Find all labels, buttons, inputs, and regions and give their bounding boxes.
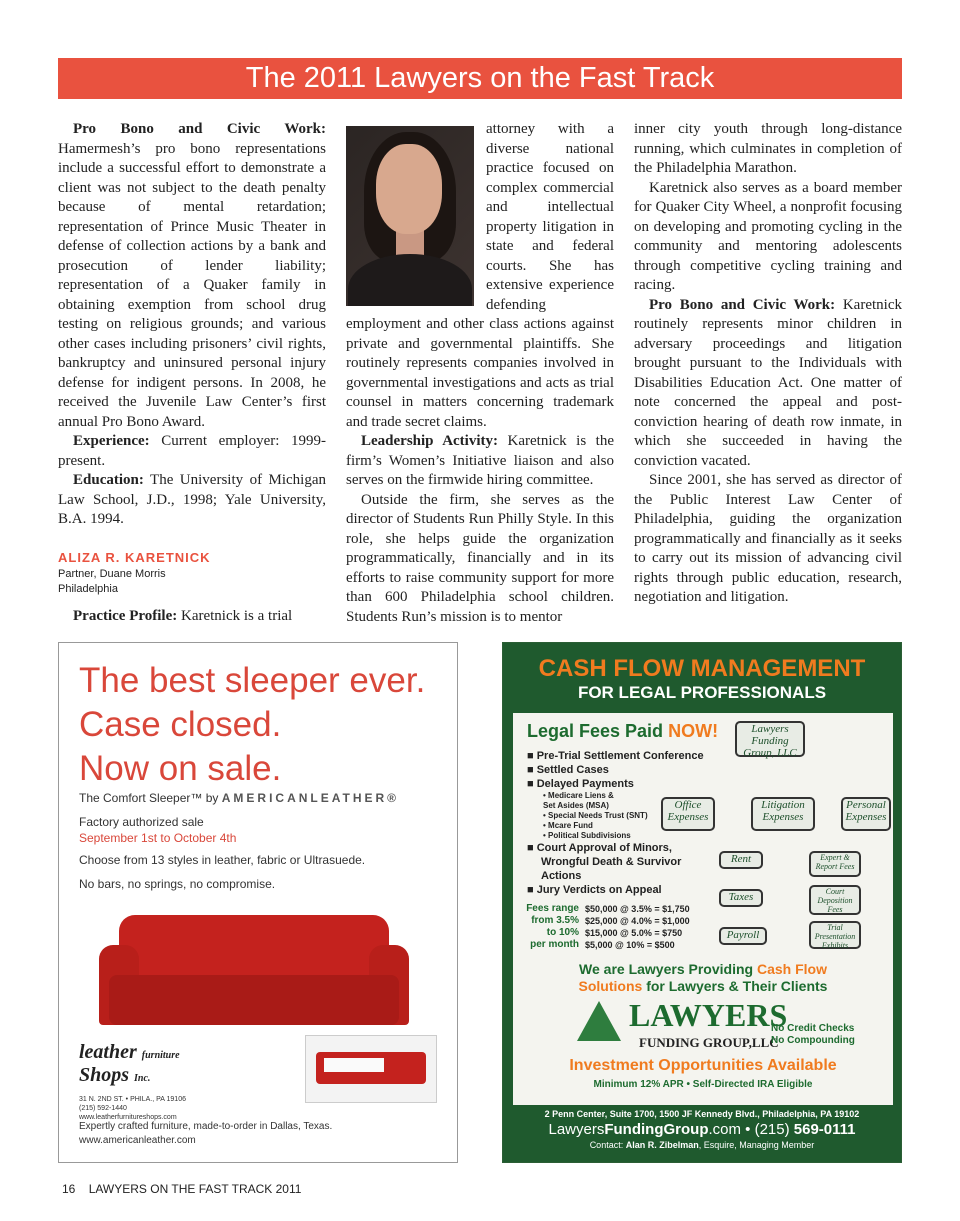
- sofa-image: [99, 905, 409, 1055]
- ad-product: The Comfort Sleeper™ by AMERICANLEATHER®: [79, 791, 400, 805]
- ad-sale: Factory authorized sale: [79, 815, 204, 829]
- fees-heading: Legal Fees Paid NOW!: [527, 721, 719, 741]
- sleeper-bed-image: [305, 1035, 437, 1103]
- ad-website[interactable]: LawyersFundingGroup.com • (215) 569-0111: [548, 1121, 856, 1138]
- box-expert: Expert & Report Fees: [809, 851, 861, 877]
- invest-details: Minimum 12% APR • Self-Directed IRA Eligible: [593, 1079, 813, 1090]
- profile-city: Philadelphia: [58, 583, 118, 595]
- paragraph: Since 2001, she has served as director of the Public Interest Law Center of Philadelphia, guiding the organization programmatically and financially as it seeks to carry out its mission of advancing civil rights through public education, research, negotiation and litigation.: [634, 472, 902, 605]
- lending-advertisement[interactable]: [502, 642, 902, 1163]
- ad-body: [513, 713, 893, 1105]
- paragraph: Education: The University of Michigan Law School, J.D., 1998; Yale University, B.A. 1994.: [58, 472, 326, 527]
- ad-styles: Choose from 13 styles in leather, fabric or Ultrasuede.: [79, 853, 366, 867]
- loan-terms: No Credit Checks No Compounding: [771, 1023, 855, 1046]
- ad-header: CASH FLOW MANAGEMENT FOR LEGAL PROFESSIONALS: [538, 655, 866, 702]
- store-logo: leather furniture Shops Inc.: [79, 1041, 180, 1086]
- ad-website[interactable]: www.americanleather.com: [79, 1135, 196, 1146]
- box-court: Court Deposition Fees: [809, 885, 861, 915]
- ad-tagline: No bars, no springs, no compromise.: [79, 877, 276, 891]
- portrait-photo: [346, 126, 474, 306]
- ad-dates: September 1st to October 4th: [79, 831, 237, 845]
- article-column-3: [634, 120, 902, 608]
- profile-name: ALIZA R. KARETNICK: [58, 549, 211, 565]
- box-taxes: Taxes: [719, 889, 763, 907]
- brand-logo: AMERICANLEATHER®: [221, 791, 400, 805]
- paragraph: attorney with a diverse national practice focused on complex commercial and intellectual property litigation in state and federal courts. She has extensive experience defending employment and other class actions against private and governmental plaintiffs. She routinely represents companies involved in governmental investigations and acts as trial counsel in matters concerning trademark and trade secret claims.: [346, 121, 614, 430]
- page-number: 16: [62, 1182, 76, 1196]
- ad-crafted: Expertly crafted furniture, made-to-order in Dallas, Texas.: [79, 1121, 333, 1132]
- ad-footer: 2 Penn Center, Suite 1700, 1500 JF Kennedy Blvd., Philadelphia, PA 19102 LawyersFundingGroup.com • (215) 569-0111 Contact: Alan R. Zibelman, Esquire, Managing Member: [503, 1109, 901, 1150]
- company-name: FUNDING GROUP,LLC: [639, 1035, 779, 1050]
- fees-label: Fees range from 3.5% to 10% per month: [526, 903, 579, 950]
- paragraph: inner city youth through long-distance running, which culminates in completion of the Philadelphia Marathon.: [634, 121, 902, 176]
- box-group: Lawyers Funding Group, LLC: [735, 721, 805, 757]
- box-office: Office Expenses: [661, 797, 715, 831]
- store-address: 31 N. 2ND ST. • PHILA., PA 19106 (215) 592-1440 www.leatherfurnitureshops.com: [79, 1096, 186, 1121]
- paragraph: Pro Bono and Civic Work: Karetnick routinely represents minor children in adversary proceedings and litigation brought pursuant to the Individuals with Disabilities Education Act. One matter of note concerned the appeal and post-conviction hearing of death row inmate, in which she succeeded in having the conviction vacated.: [634, 296, 902, 469]
- furniture-advertisement[interactable]: [58, 642, 458, 1163]
- article-column-1: [58, 120, 326, 627]
- ad-headline: The best sleeper ever. Case closed. Now on sale.: [79, 661, 426, 788]
- paragraph: Experience: Current employer: 1999-present.: [58, 433, 326, 469]
- providing-text: We are Lawyers Providing Cash Flow Solutions for Lawyers & Their Clients: [578, 961, 828, 994]
- company-logo: LAWYERS: [629, 997, 788, 1033]
- box-litigation: Litigation Expenses: [751, 797, 815, 831]
- publication-title: LAWYERS ON THE FAST TRACK 2011: [88, 1182, 302, 1196]
- profile-role: Partner, Duane Morris: [58, 568, 166, 580]
- invest-heading: Investment Opportunities Available: [569, 1057, 837, 1074]
- paragraph: Leadership Activity: Karetnick is the firm’s Women’s Initiative liaison and also serves on the firmwide hiring committee.: [346, 433, 615, 488]
- pyramid-icon: [577, 1001, 621, 1041]
- feature-list: ■ Pre-Trial Settlement Conference ■ Settled Cases ■ Delayed Payments • Medicare Liens & Set Asides (MSA) • Special Needs Trust (SNT) • Mcare Fund • Political Subdivisions ■ Court Approval of Minors, Wrongful Death & Survivor Actions ■ Jury Verdicts on Appeal: [527, 750, 704, 896]
- box-trial: Trial Presentation Exhibits: [809, 921, 861, 949]
- page-banner: The 2011 Lawyers on the Fast Track: [58, 58, 902, 99]
- box-payroll: Payroll: [719, 927, 767, 945]
- paragraph: Outside the firm, she serves as the director of Students Run Philly Style. In this role, she helps guide the organization programmatically, financially and in its efforts to raise community support for more than 600 Philadelphia school children. Students Run’s mission is to mentor: [346, 491, 614, 625]
- paragraph: Karetnick also serves as a board member for Quaker City Wheel, a nonprofit focusing on developing and promoting cycling in the community and mentoring adolescents through competitive cycling training and racing.: [634, 179, 902, 293]
- fees-table: $50,000 @ 3.5% = $1,750 $25,000 @ 4.0% = $1,000 $15,000 @ 5.0% = $750 $5,000 @ 10% = $500: [585, 904, 690, 950]
- box-personal: Personal Expenses: [841, 797, 891, 831]
- paragraph: Practice Profile: Karetnick is a trial: [73, 608, 293, 624]
- paragraph: Pro Bono and Civic Work: Hamermesh’s pro bono representations include a successful effort to demonstrate a client was not subject to the death penalty because of mental retardation; representation of Prince Music Theater in defense of collection actions by a bank and prosecution of lender liability; representation of a Quaker family in obtaining exemption from school drug testing on religious grounds; and various other cases including prisoners’ civil rights, bankruptcy and uninsured personal injury defense for indigent persons. In 2008, he received the Juvenile Law Center’s first annual Pro Bono Award.: [58, 121, 326, 430]
- box-rent: Rent: [719, 851, 763, 869]
- article-column-2: [346, 120, 614, 627]
- page-footer: [62, 1182, 301, 1196]
